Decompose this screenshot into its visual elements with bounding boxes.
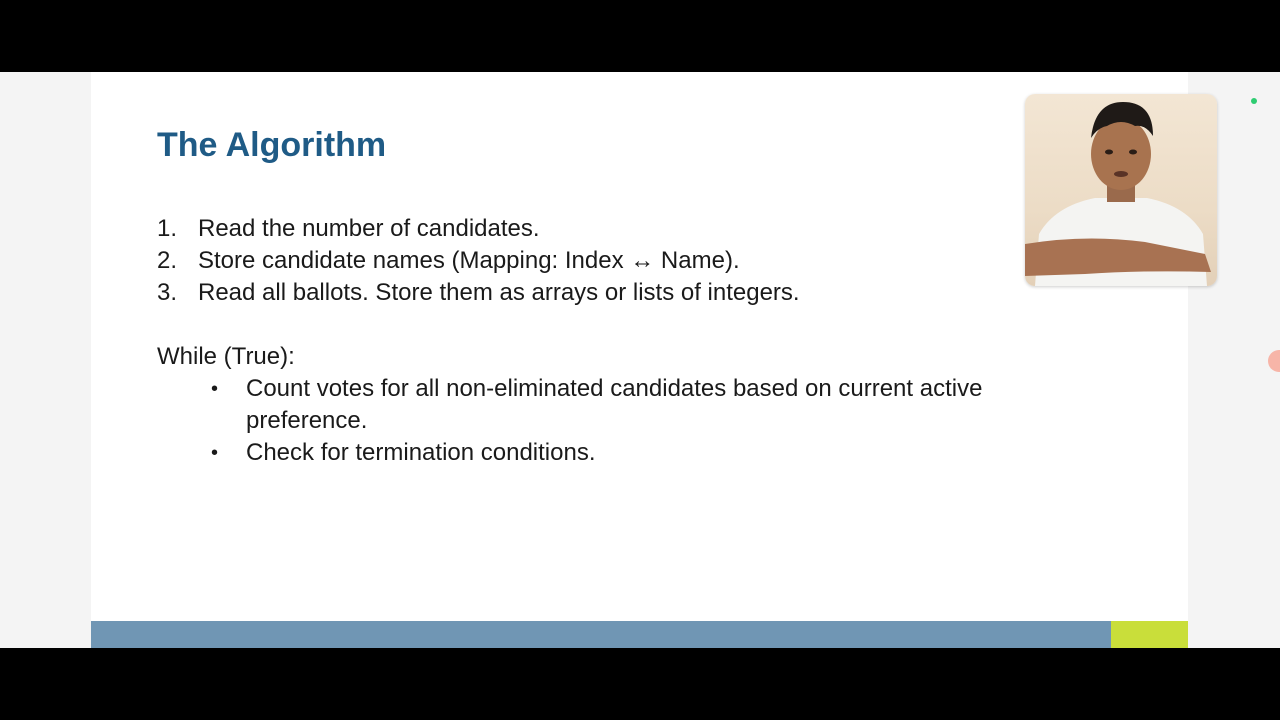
slide-title: The Algorithm	[157, 126, 387, 164]
step-item	[157, 277, 800, 309]
step-number: 1.	[157, 215, 178, 242]
loop-label: While (True):	[157, 343, 295, 370]
presentation-slide	[91, 72, 1188, 648]
step-item	[157, 245, 800, 277]
step-text: Read the number of candidates.	[198, 215, 540, 242]
bullet-item	[211, 373, 1091, 437]
step-number: 3.	[157, 279, 178, 306]
video-frame	[0, 72, 1280, 648]
status-dot	[1251, 98, 1257, 104]
bullet-marker: •	[211, 442, 219, 464]
step-item	[157, 213, 800, 245]
bullet-text: Check for termination conditions.	[246, 439, 596, 466]
bullet-text: Count votes for all non-eliminated candidates based on current active preference.	[246, 375, 983, 434]
slide-footer-bar	[91, 621, 1111, 648]
bullet-marker: •	[211, 378, 219, 400]
bullet-item	[211, 437, 1091, 469]
step-number: 2.	[157, 247, 178, 274]
loop-bullets	[211, 373, 1091, 469]
algorithm-steps	[157, 213, 800, 309]
presenter-webcam	[1025, 94, 1217, 286]
step-text: Store candidate names (Mapping: Index ↔ Name).	[198, 247, 740, 274]
step-text: Read all ballots. Store them as arrays or lists of integers.	[198, 279, 800, 306]
presenter-video-icon	[1025, 94, 1217, 286]
edge-indicator	[1268, 350, 1280, 372]
slide-footer-accent	[1111, 621, 1188, 648]
